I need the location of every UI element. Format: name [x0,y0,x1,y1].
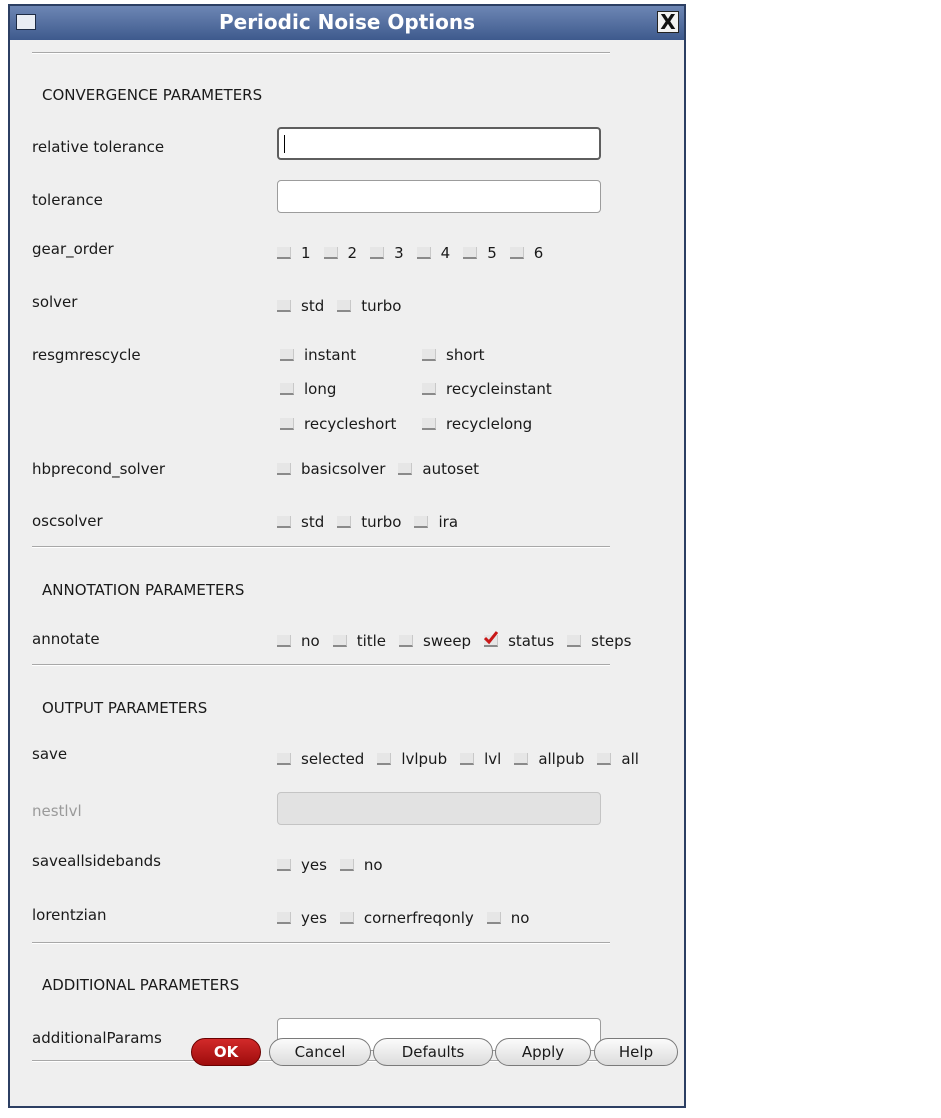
annotate-status[interactable]: status [484,632,554,650]
checkbox-icon [414,516,428,528]
label-lorentzian: lorentzian [32,906,107,924]
gear-order-3[interactable]: 3 [370,244,404,262]
divider [32,52,610,54]
checkbox-icon [460,753,474,765]
checkbox-icon [277,635,291,647]
checkbox-icon [377,753,391,765]
tolerance-input[interactable] [277,180,601,213]
defaults-button[interactable]: Defaults [373,1038,493,1066]
label-gear-order: gear_order [32,240,114,258]
gear-order-4[interactable]: 4 [417,244,451,262]
oscsolver-options [277,511,471,533]
window-title: Periodic Noise Options [218,10,476,34]
label-relative-tolerance: relative tolerance [32,138,165,156]
save-selected[interactable]: selected [277,750,364,768]
checkbox-icon [399,635,413,647]
lorentzian-cornerfreqonly[interactable]: cornerfreqonly [340,909,474,927]
checkbox-icon [277,300,291,312]
save-allpub[interactable]: allpub [514,750,584,768]
oscsolver-ira[interactable]: ira [414,513,458,531]
checkbox-icon [333,635,347,647]
tolerance-text[interactable] [278,181,600,212]
checkbox-icon [337,516,351,528]
resgmrescycle-instant[interactable]: instant [280,346,356,364]
annotate-sweep[interactable]: sweep [399,632,471,650]
oscsolver-std[interactable]: std [277,513,324,531]
gear-order-2[interactable]: 2 [324,244,358,262]
checkbox-icon [597,753,611,765]
label-additional-params: additionalParams [32,1029,162,1047]
section-annotation: ANNOTATION PARAMETERS [42,581,245,599]
checkbox-icon [510,247,524,259]
section-convergence: CONVERGENCE PARAMETERS [42,86,263,104]
checkbox-icon [487,912,501,924]
lorentzian-yes[interactable]: yes [277,909,327,927]
ok-button[interactable]: OK [191,1038,261,1066]
divider [32,942,610,944]
checkbox-icon [514,753,528,765]
label-tolerance: tolerance [32,191,103,209]
dialog-content [10,40,684,1106]
checkbox-icon [280,349,294,361]
checkbox-icon [463,247,477,259]
checkbox-icon [417,247,431,259]
checkbox-icon [370,247,384,259]
resgmrescycle-short[interactable]: short [422,346,485,364]
checkbox-icon [280,418,294,430]
resgmrescycle-options [280,346,600,456]
gear-order-options [277,242,556,264]
annotate-steps[interactable]: steps [567,632,631,650]
solver-turbo[interactable]: turbo [337,297,401,315]
gear-order-6[interactable]: 6 [510,244,544,262]
checkbox-icon [340,859,354,871]
cancel-button[interactable]: Cancel [269,1038,371,1066]
checkbox-icon [398,463,412,475]
hbprecond-basicsolver[interactable]: basicsolver [277,460,385,478]
relative-tolerance-text[interactable] [279,129,599,158]
checkbox-icon [277,859,291,871]
apply-button[interactable]: Apply [495,1038,591,1066]
label-oscsolver: oscsolver [32,512,103,530]
checkbox-icon [422,418,436,430]
resgmrescycle-long[interactable]: long [280,380,336,398]
hbprecond-solver-options [277,458,492,480]
label-resgmrescycle: resgmrescycle [32,346,141,364]
title-bar[interactable] [10,6,684,40]
checkbox-icon [422,349,436,361]
solver-std[interactable]: std [277,297,324,315]
hbprecond-autoset[interactable]: autoset [398,460,479,478]
text-caret [284,135,285,153]
saveallsidebands-yes[interactable]: yes [277,856,327,874]
checkbox-icon [340,912,354,924]
close-button[interactable]: X [657,11,679,33]
divider [32,546,610,548]
gear-order-5[interactable]: 5 [463,244,497,262]
checked-checkbox-icon [484,635,498,647]
annotate-options [277,630,644,652]
label-hbprecond-solver: hbprecond_solver [32,460,166,478]
lorentzian-no[interactable]: no [487,909,530,927]
save-all[interactable]: all [597,750,639,768]
oscsolver-turbo[interactable]: turbo [337,513,401,531]
checkbox-icon [280,383,294,395]
annotate-title[interactable]: title [333,632,386,650]
checkbox-icon [277,516,291,528]
nestlvl-input [277,792,601,825]
label-nestlvl: nestlvl [32,802,82,820]
section-additional: ADDITIONAL PARAMETERS [42,976,240,994]
resgmrescycle-recycleshort[interactable]: recycleshort [280,415,396,433]
checkbox-icon [422,383,436,395]
checkbox-icon [277,753,291,765]
gear-order-1[interactable]: 1 [277,244,311,262]
checkbox-icon [337,300,351,312]
label-saveallsidebands: saveallsidebands [32,852,161,870]
help-button[interactable]: Help [594,1038,678,1066]
annotate-no[interactable]: no [277,632,320,650]
checkbox-icon [277,463,291,475]
divider [32,664,610,666]
label-save: save [32,745,68,763]
button-bar [10,1036,684,1072]
label-annotate: annotate [32,630,100,648]
save-options [277,748,652,770]
save-lvlpub[interactable]: lvlpub [377,750,447,768]
periodic-noise-options-dialog [8,4,686,1108]
section-output: OUTPUT PARAMETERS [42,699,208,717]
checkbox-icon [567,635,581,647]
label-solver: solver [32,293,78,311]
saveallsidebands-no[interactable]: no [340,856,383,874]
saveallsidebands-options [277,854,396,876]
save-lvl[interactable]: lvl [460,750,501,768]
resgmrescycle-recyclelong[interactable]: recyclelong [422,415,532,433]
checkbox-icon [324,247,338,259]
resgmrescycle-recycleinstant[interactable]: recycleinstant [422,380,552,398]
checkbox-icon [277,247,291,259]
nestlvl-text [278,793,600,824]
solver-options [277,295,414,317]
relative-tolerance-input[interactable] [277,127,601,160]
lorentzian-options [277,907,542,929]
checkbox-icon [277,912,291,924]
